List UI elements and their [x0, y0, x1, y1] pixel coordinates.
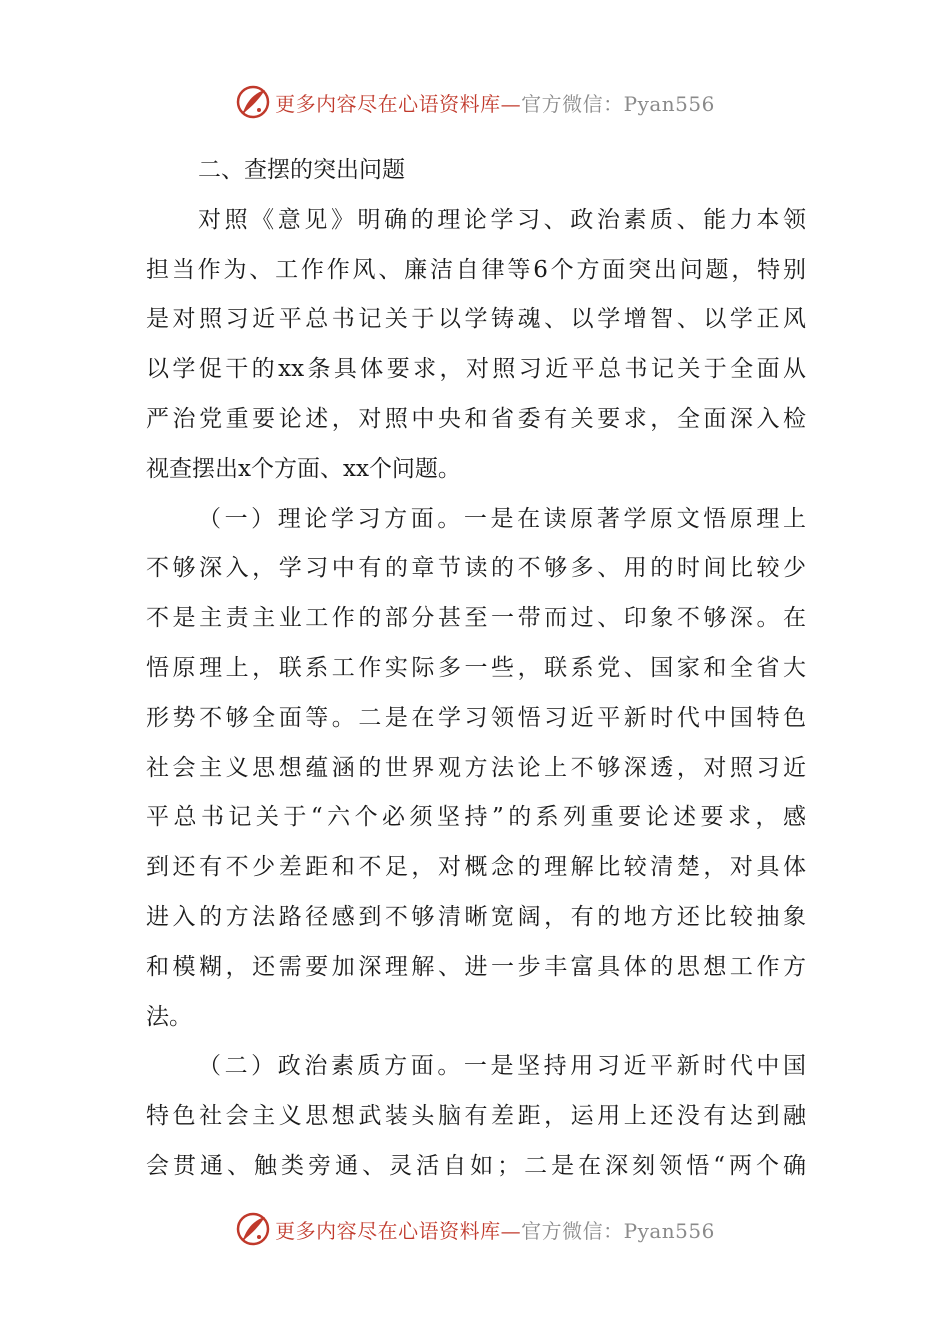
paragraph-line: 到还有不少差距和不足，对概念的理解比较清楚，对具体: [146, 854, 806, 881]
paragraph-line: 以学促干的xx条具体要求，对照习近平总书记关于全面从: [146, 356, 806, 383]
paragraph-line: （一）理论学习方面。一是在读原著学原文悟原理上: [198, 505, 806, 532]
paragraph-line: 视查摆出x个方面、xx个问题。: [146, 455, 461, 482]
paragraph-line: 担当作为、工作作风、廉洁自律等6个方面突出问题，特别: [146, 256, 806, 283]
feather-pen-logo-icon: [235, 1211, 271, 1247]
paragraph-line: 会贯通、触类旁通、灵活自如；二是在深刻领悟“两个确: [146, 1152, 806, 1179]
paragraph-line: 对照《意见》明确的理论学习、政治素质、能力本领: [198, 206, 806, 233]
paragraph-line: 不是主责主业工作的部分甚至一带而过、印象不够深。在: [146, 605, 806, 632]
document-body: [146, 146, 806, 1192]
paragraph-line: 特色社会主义思想武装头脑有差距，运用上还没有达到融: [146, 1103, 806, 1130]
paragraph-line: 法。: [146, 1003, 192, 1030]
paragraph-line: （二）政治素质方面。一是坚持用习近平新时代中国: [198, 1053, 806, 1080]
header-banner: [0, 82, 950, 122]
footer-banner: [0, 1209, 950, 1249]
paragraph-line: 社会主义思想蕴涵的世界观方法论上不够深透，对照习近: [146, 754, 806, 781]
paragraph-line: 形势不够全面等。二是在学习领悟习近平新时代中国特色: [146, 704, 806, 731]
paragraph-line: 和模糊，还需要加深理解、进一步丰富具体的思想工作方: [146, 953, 806, 980]
banner-text: 更多内容尽在心语资料库—官方微信：Pyan556: [275, 91, 715, 116]
section-heading: 二、查摆的突出问题: [198, 157, 405, 183]
feather-pen-logo-icon: [235, 84, 271, 120]
paragraph-line: 悟原理上，联系工作实际多一些，联系党、国家和全省大: [146, 654, 806, 681]
paragraph-line: 是对照习近平总书记关于以学铸魂、以学增智、以学正风: [146, 306, 806, 333]
paragraph-line: 不够深入，学习中有的章节读的不够多、用的时间比较少: [146, 555, 806, 582]
paragraph-line: 进入的方法路径感到不够清晰宽阔，有的地方还比较抽象: [146, 903, 806, 930]
paragraph-line: 严治党重要论述，对照中央和省委有关要求，全面深入检: [146, 405, 806, 432]
paragraph-line: 平总书记关于“六个必须坚持”的系列重要论述要求，感: [146, 804, 806, 831]
banner-text: 更多内容尽在心语资料库—官方微信：Pyan556: [275, 1218, 715, 1243]
